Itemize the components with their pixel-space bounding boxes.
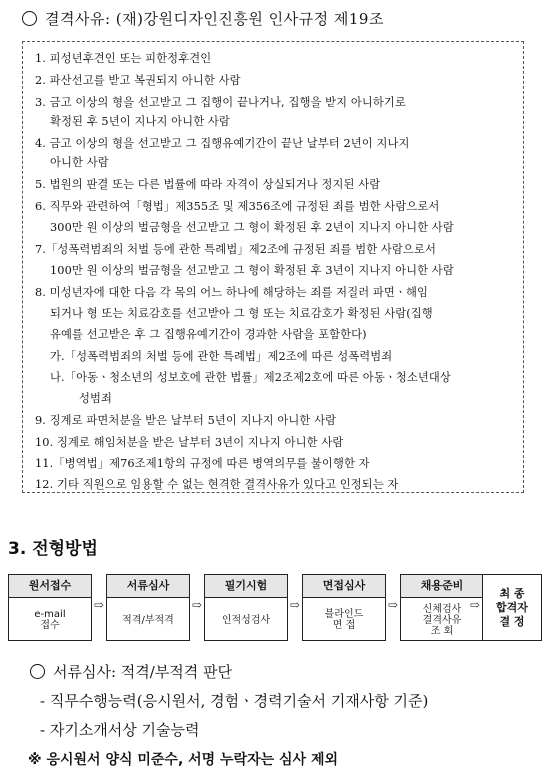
step-desc: e-mail 접수: [34, 609, 66, 631]
step-document-review: [106, 574, 190, 641]
list-item: 10. 징계로 해임처분을 받은 날부터 3년이 지나지 아니한 사람: [35, 436, 344, 449]
list-item: 1. 피성년후견인 또는 피한정후견인: [35, 52, 212, 65]
list-item: 9. 징계로 파면처분을 받은 날부터 5년이 지나지 아니한 사람: [35, 414, 337, 427]
circle-bullet-icon: [30, 664, 45, 679]
step-desc: 블라인드 면 접: [324, 609, 364, 631]
list-item: 3. 금고 이상의 형을 선고받고 그 집행이 끝나거나, 집행을 받지 아니하기로: [35, 96, 406, 109]
criteria-item: - 자기소개서상 기술능력: [40, 721, 200, 739]
list-item: 11.「병역법」제76조제1항의 규정에 따른 병역의무를 불이행한 자: [35, 457, 370, 470]
criteria-item: - 직무수행능력(응시원서, 경험ㆍ경력기술서 기재사항 기준): [40, 692, 429, 710]
step-desc: 인적성검사: [221, 614, 271, 626]
disqualification-heading: [22, 8, 384, 29]
list-item: 아니한 사람: [50, 156, 109, 169]
list-item: 되거나 형 또는 치료감호를 선고받아 그 형 또는 치료감호가 확정된 사람(집행: [50, 307, 433, 320]
document-review-heading-text: 서류심사: 적격/부적격 판단: [53, 663, 233, 681]
step-interview: [302, 574, 386, 641]
list-item: 성범죄: [79, 392, 113, 405]
list-item: 6. 직무와 관련하여「형법」제355조 및 제356조에 규정된 죄를 범한 사람으로서: [35, 200, 440, 213]
final-step-label: 최 종 합격자 결 정: [496, 586, 528, 628]
list-item: 2. 파산선고를 받고 복권되지 아니한 사람: [35, 74, 241, 87]
list-item: 유예를 선고받은 후 그 집행유예기간이 경과한 사람을 포함한다): [50, 328, 367, 341]
list-item: 5. 법원의 판결 또는 다른 법률에 따라 자격이 상실되거나 정지된 사람: [35, 178, 381, 191]
circle-bullet-icon: [22, 11, 37, 26]
step-application: [8, 574, 92, 641]
disqualification-list-box: [22, 41, 524, 493]
step-title: 원서접수: [9, 575, 91, 598]
arrow-right-icon: ⇨: [290, 598, 301, 612]
exclusion-note: ※ 응시원서 양식 미준수, 서명 누락자는 심사 제외: [28, 752, 339, 768]
list-item: 가.「성폭력범죄의 처벌 등에 관한 특례법」제2조에 따른 성폭력범죄: [50, 350, 393, 363]
step-title: 면접심사: [303, 575, 385, 598]
arrow-right-icon: ⇨: [470, 598, 481, 612]
section-title: 3. 전형방법: [8, 539, 98, 559]
list-item: 8. 미성년자에 대한 다음 각 목의 어느 하나에 해당하는 죄를 저질러 파면ㆍ해임: [35, 286, 428, 299]
step-desc: 신체검사 결격사유 조 회: [422, 603, 462, 637]
list-item: 100만 원 이상의 벌금형을 선고받고 그 형이 확정된 후 3년이 지나지 아니한 사람: [50, 264, 454, 277]
step-desc: 적격/부적격: [122, 614, 174, 626]
arrow-right-icon: ⇨: [192, 598, 203, 612]
step-title: 필기시험: [205, 575, 287, 598]
arrow-right-icon: ⇨: [94, 598, 105, 612]
list-item: 7.「성폭력범죄의 처벌 등에 관한 특례법」제2조에 규정된 죄를 범한 사람으로서: [35, 243, 436, 256]
step-title: 채용준비: [401, 575, 483, 598]
list-item: 12. 기타 직원으로 임용할 수 없는 현격한 결격사유가 있다고 인정되는 자: [35, 478, 399, 491]
arrow-right-icon: ⇨: [388, 598, 399, 612]
disqualification-heading-text: 결격사유: (재)강원디자인진흥원 인사규정 제19조: [45, 10, 384, 28]
list-item: 300만 원 이상의 벌금형을 선고받고 그 형이 확정된 후 2년이 지나지 아니한 사람: [50, 221, 454, 234]
list-item: 확정된 후 5년이 지나지 아니한 사람: [50, 115, 230, 128]
list-item: 나.「아동ㆍ청소년의 성보호에 관한 법률」제2조제2호에 따른 아동ㆍ청소년대상: [50, 371, 451, 384]
step-final-decision: [482, 574, 542, 641]
document-review-heading: [30, 661, 232, 682]
list-item: 4. 금고 이상의 형을 선고받고 그 집행유예기간이 끝난 날부터 2년이 지나지: [35, 137, 410, 150]
step-title: 서류심사: [107, 575, 189, 598]
step-written-test: [204, 574, 288, 641]
